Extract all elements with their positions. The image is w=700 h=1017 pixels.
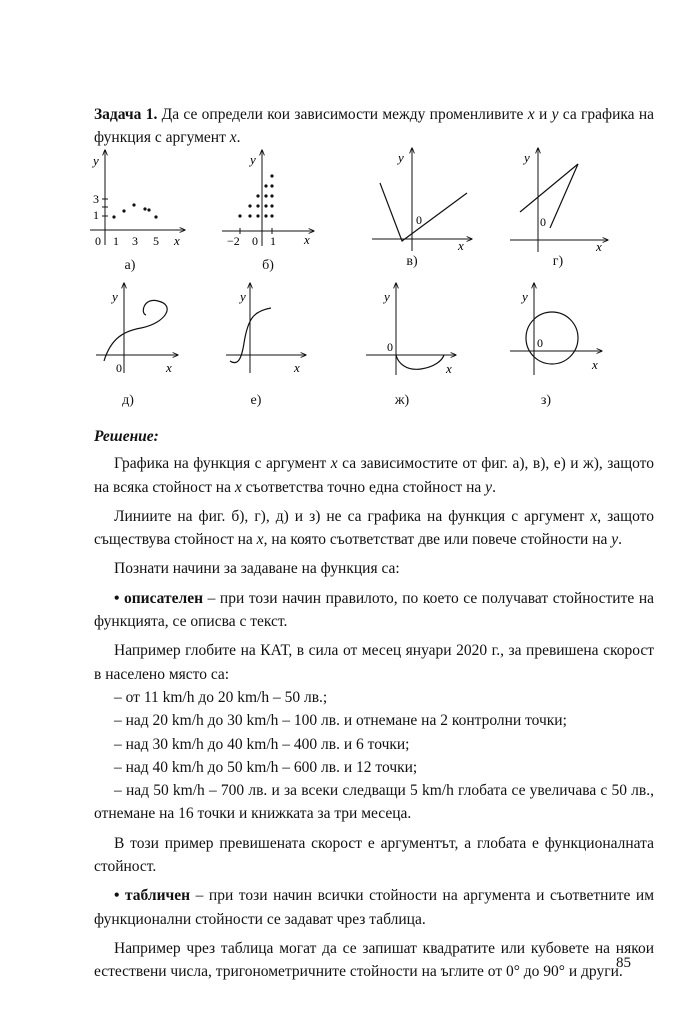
figure-a-y-label: y (93, 153, 99, 168)
figure-e-y-label: y (240, 289, 246, 304)
figure-v (372, 148, 482, 269)
figure-e-graph (226, 283, 326, 393)
solution-paragraph-1: Графика на функция с аргумент x са зависимостите от фиг. а), в), е) и ж), защото на всяка стойност на x съответства точно една стойност на y. (94, 455, 655, 496)
figure-zh (366, 283, 476, 408)
figure-d-y-label: y (112, 289, 118, 304)
figure-b-x-label: x (304, 232, 310, 247)
figure-v-graph (372, 148, 482, 258)
fine-list-item: – над 30 km/h до 40 km/h – 400 лв. и 6 точки; (114, 735, 410, 753)
figure-a-x-label: x (174, 233, 180, 248)
svg-text:1: 1 (113, 234, 119, 248)
solution-paragraph-3: Познати начини за задаване на функция са: (114, 560, 400, 578)
svg-text:0: 0 (387, 340, 393, 354)
figure-d-x-label: x (166, 360, 172, 375)
figure-g-x-label: x (596, 239, 602, 254)
svg-text:1: 1 (93, 208, 99, 222)
figure-g-graph (510, 148, 620, 258)
figure-z-label: з) (540, 393, 552, 408)
svg-text:0: 0 (252, 234, 258, 248)
figure-z-graph (510, 283, 620, 393)
figure-a-label: а) (124, 258, 136, 273)
solution-body (94, 425, 654, 984)
svg-text:0: 0 (537, 336, 543, 350)
svg-text:0: 0 (95, 234, 101, 248)
task-label: Задача 1. (94, 106, 158, 123)
fine-list-item: – над 20 km/h до 30 km/h – 100 лв. и отнемане на 2 контролни точки; (114, 712, 567, 730)
method-tabular: • табличен (114, 887, 191, 905)
task-statement: Задача 1. Да се определи кои зависимости между променливите x и y са графика на функция с аргумент x. (94, 106, 655, 146)
fine-list-item: – над 50 km/h – 700 лв. и за всеки следващи 5 km/h глобата се увеличава с 50 лв., отнемане на 16 точки и книжката за три месеца. (94, 782, 654, 823)
figure-b-y-label: y (250, 152, 256, 167)
svg-text:3: 3 (93, 192, 99, 206)
page-number: 85 (616, 955, 631, 971)
svg-text:0: 0 (540, 215, 546, 229)
figure-z-x-label: x (592, 357, 598, 372)
svg-text:0: 0 (116, 361, 122, 375)
figure-a-graph (90, 150, 190, 260)
figure-b (222, 150, 322, 273)
solution-paragraph-7: • табличен – при този начин всички стойности на аргумента и съответните им функционални стойности се задават чрез таблица. (94, 887, 654, 928)
figure-g-label: г) (552, 254, 564, 269)
figure-g (510, 148, 620, 269)
method-descriptive: • описателен (114, 589, 204, 607)
figure-d (96, 283, 196, 408)
figure-v-x-label: x (458, 238, 464, 253)
figure-b-label: б) (262, 258, 274, 273)
figure-v-label: в) (406, 254, 418, 269)
figure-e-label: е) (250, 393, 262, 408)
figure-zh-x-label: x (446, 361, 452, 376)
solution-paragraph-8: Например чрез таблица могат да се запишат квадратите или кубовете на някои естествени числа, тригонометричните стойности на ъглите от 0° до 90° и други. (94, 939, 654, 981)
fine-list-item: – от 11 km/h до 20 km/h – 50 лв.; (114, 688, 328, 706)
figure-zh-y-label: y (384, 289, 390, 304)
figure-d-graph (96, 283, 196, 393)
solution-paragraph-4: • описателен – при този начин правилото, по което се получават стойностите на функцията, се описва с текст. (94, 589, 654, 631)
figure-g-y-label: y (524, 150, 530, 165)
solution-paragraph-5: Например глобите на КАТ, в сила от месец януари 2020 г., за превишена скорост в населено място са: (94, 642, 654, 683)
figure-e-x-label: x (294, 360, 300, 375)
figure-b-graph (222, 150, 322, 260)
fine-list-item: – над 40 km/h до 50 km/h – 600 лв. и 12 точки; (114, 758, 418, 776)
figure-z (510, 283, 620, 408)
figure-a (90, 150, 190, 273)
svg-text:3: 3 (132, 234, 138, 248)
figure-z-y-label: y (522, 289, 528, 304)
svg-text:1: 1 (270, 234, 276, 248)
figure-v-y-label: y (398, 150, 404, 165)
svg-text:5: 5 (153, 234, 159, 248)
svg-text:−2: −2 (227, 234, 240, 248)
solution-heading: Решение: (94, 428, 159, 445)
figure-zh-label: ж) (394, 393, 410, 408)
solution-paragraph-2: Линиите на фиг. б), г), д) и з) не са графика на функция с аргумент x, защото съществува стойност на x, на която съответстват две или повече стойности на y. (94, 507, 654, 549)
svg-text:0: 0 (416, 213, 422, 227)
solution-paragraph-6: В този пример превишената скорост е аргументът, а глобата е функционалната стойност. (94, 834, 654, 876)
figure-e (226, 283, 326, 408)
figure-zh-graph (366, 283, 476, 393)
figure-d-label: д) (122, 393, 134, 408)
